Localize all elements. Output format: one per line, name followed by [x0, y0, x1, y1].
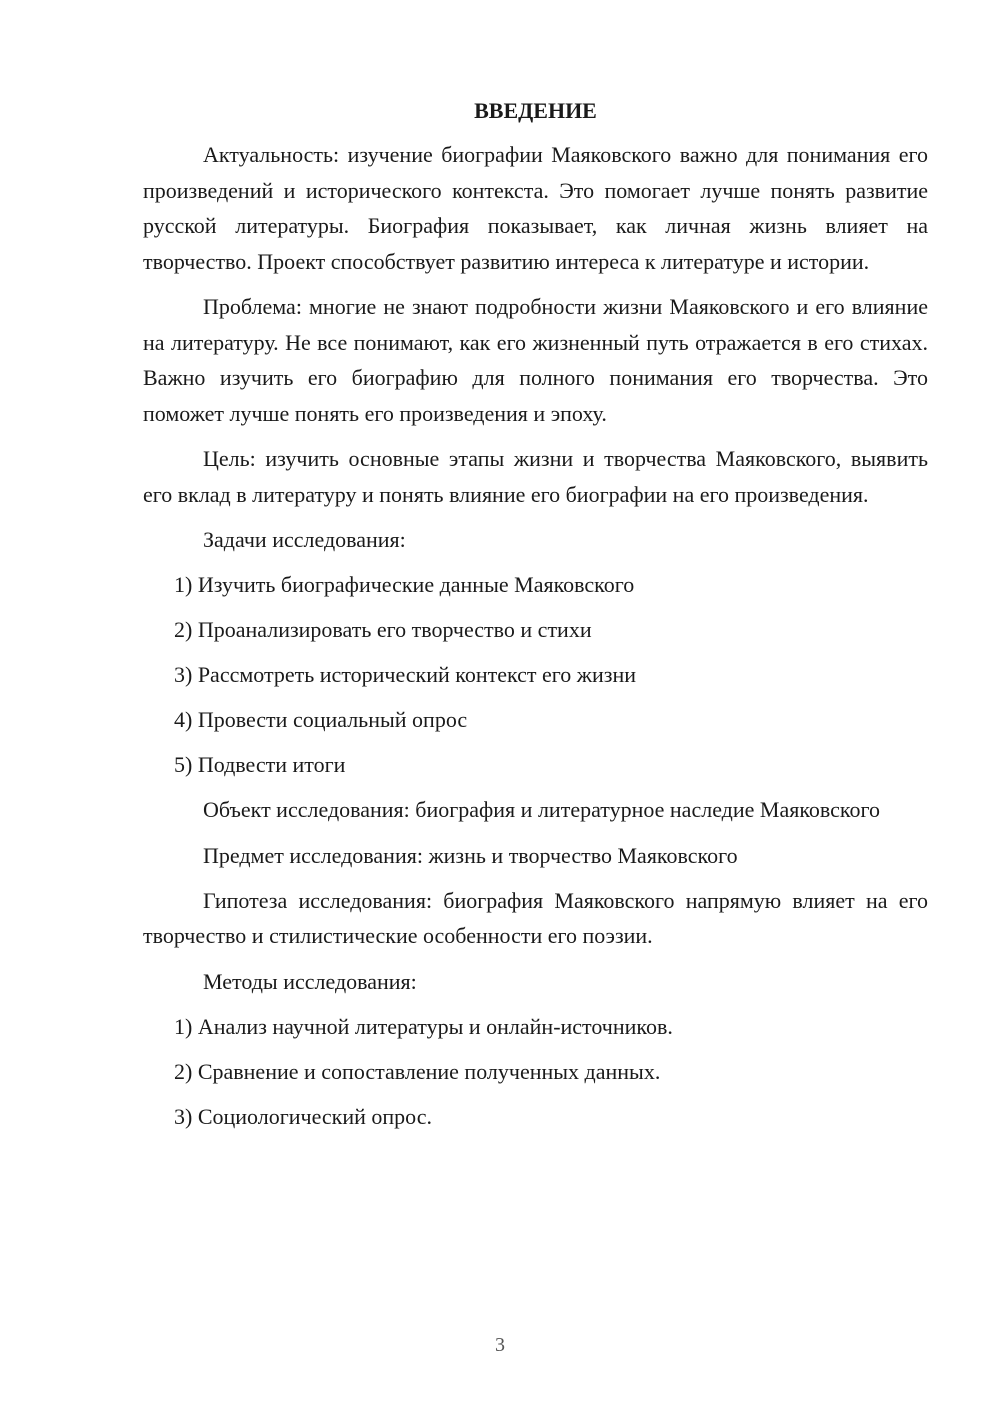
task-item: 1) Изучить биографические данные Маяковского — [174, 572, 635, 597]
page-content — [143, 96, 928, 1144]
relevance-paragraph: Актуальность: изучение биографии Маяковского важно для понимания его произведений и исторического контекста. Это помогает лучше понять развитие русской литературы. Биография показывает, как личная жизнь влияет на творчество. Проект способствует развитию интереса к литературе и истории. — [143, 142, 928, 274]
task-item: 2) Проанализировать его творчество и стихи — [174, 617, 592, 642]
tasks-heading: Задачи исследования: — [203, 527, 406, 552]
subject-paragraph: Предмет исследования: жизнь и творчество Маяковского — [203, 842, 738, 868]
methods-heading: Методы исследования: — [203, 968, 417, 994]
task-item: 5) Подвести итоги — [174, 752, 346, 777]
task-item: 3) Рассмотреть исторический контекст его жизни — [174, 662, 636, 687]
hypothesis-paragraph: Гипотеза исследования: биография Маяковского напрямую влияет на его творчество и стилистические особенности его поэзии. — [143, 887, 928, 948]
page-number: 3 — [495, 1334, 505, 1356]
section-title: ВВЕДЕНИЕ — [474, 98, 597, 123]
goal-paragraph: Цель: изучить основные этапы жизни и творчества Маяковского, выявить его вклад в литературу и понять влияние его биографии на его произведения. — [143, 446, 928, 507]
object-paragraph: Объект исследования: биография и литературное наследие Маяковского — [203, 797, 880, 822]
problem-paragraph: Проблема: многие не знают подробности жизни Маяковского и его влияние на литературу. Не все понимают, как его жизненный путь отражается в его стихах. Важно изучить его биографию для полного понимания его творчества. Это поможет лучше понять его произведения и эпоху. — [143, 294, 928, 426]
task-item: 4) Провести социальный опрос — [174, 707, 468, 732]
method-item: 1) Анализ научной литературы и онлайн-источников. — [174, 1013, 673, 1039]
method-item: 2) Сравнение и сопоставление полученных данных. — [174, 1058, 661, 1084]
method-item: 3) Социологический опрос. — [174, 1103, 432, 1129]
